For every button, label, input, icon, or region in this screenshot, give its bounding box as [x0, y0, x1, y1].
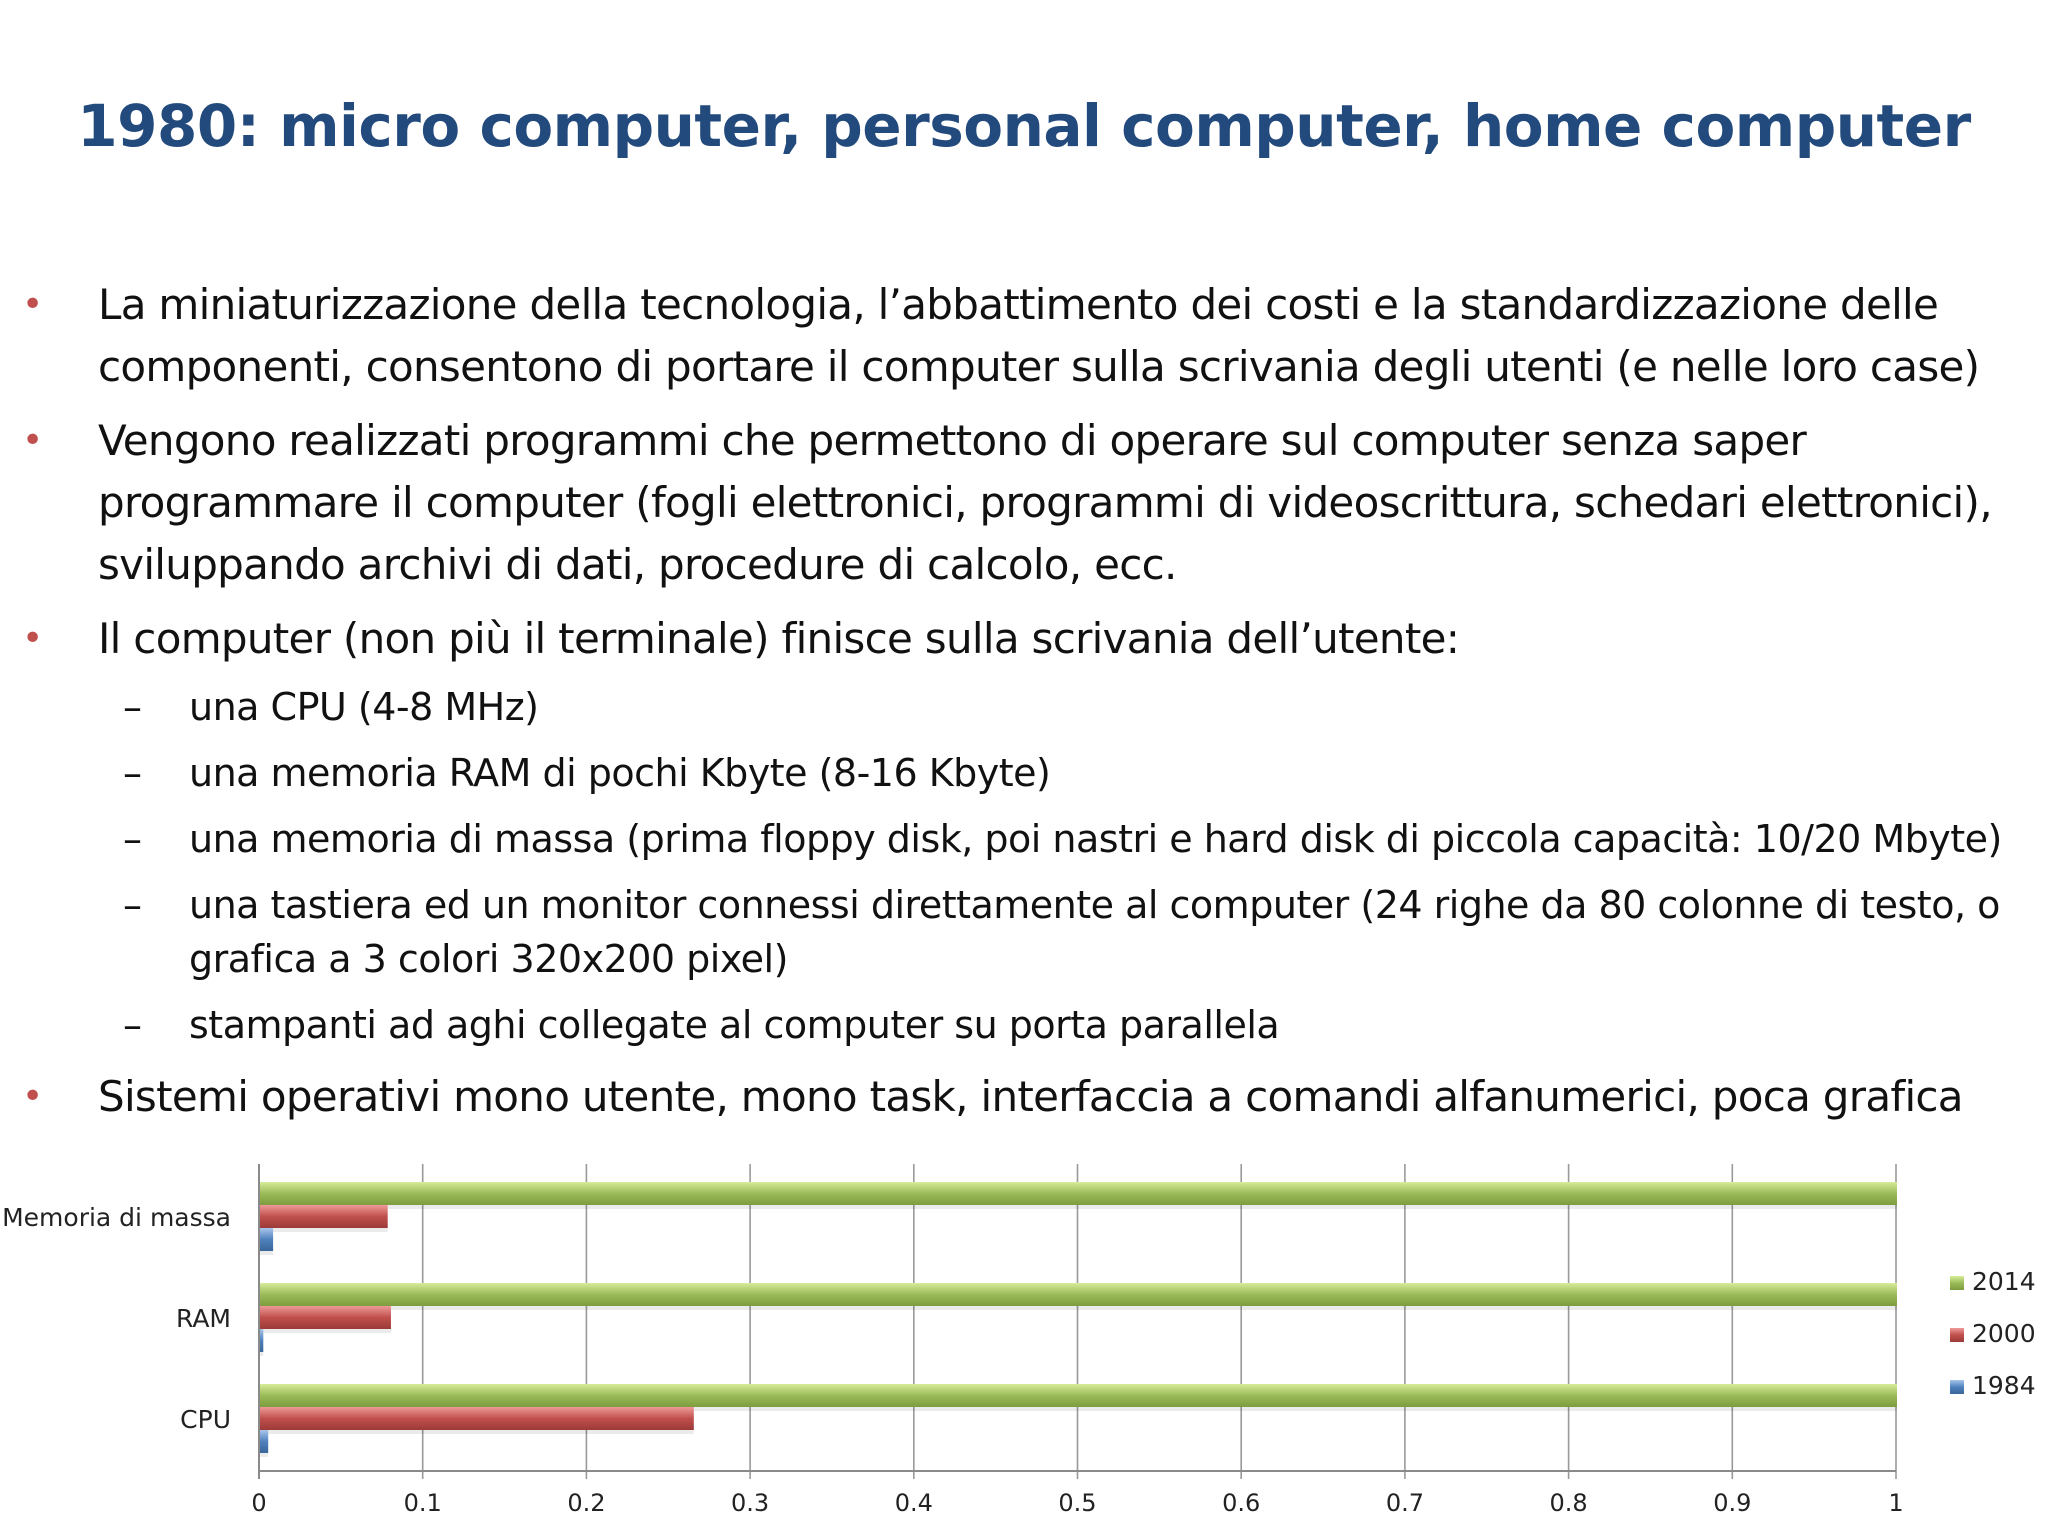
x-tick-label: 0.8 — [1549, 1489, 1588, 1517]
sub-bullet-item — [123, 680, 2029, 734]
x-tick-label: 0.2 — [567, 1489, 606, 1517]
dash-marker: – — [123, 883, 142, 927]
sub-bullet-item — [123, 746, 2029, 800]
legend-swatch — [1950, 1328, 1964, 1342]
category-label: RAM — [175, 1304, 231, 1333]
bullet-text: Vengono realizzati programmi che permettono di operare sul computer senza saper programmare il computer (fogli elettronici, programmi di videoscrittura, schedari elettronici), sviluppando archivi di dati, procedure di calcolo, ecc. — [98, 416, 1992, 589]
sub-bullet-item — [123, 998, 2029, 1052]
bullet-marker: • — [22, 284, 43, 325]
x-tick-label: 0.4 — [894, 1489, 933, 1517]
bar-2000 — [260, 1407, 694, 1430]
legend-swatch — [1950, 1380, 1964, 1394]
x-tick-label: 1 — [1888, 1489, 1904, 1517]
chart-labels — [2, 1203, 1904, 1517]
dash-marker: – — [123, 1003, 142, 1047]
bullet-item — [22, 410, 2038, 596]
x-tick-label: 0 — [251, 1489, 267, 1517]
bullet-item — [22, 1066, 2038, 1128]
chart-bars — [260, 1182, 1897, 1457]
legend-label: 1984 — [1972, 1371, 2036, 1400]
bar-2000 — [260, 1306, 391, 1329]
chart-legend — [1950, 1267, 2036, 1400]
bullet-marker: • — [22, 1076, 43, 1117]
bar-1984 — [260, 1430, 268, 1453]
x-tick-label: 0.1 — [403, 1489, 442, 1517]
dash-marker: – — [123, 685, 142, 729]
bullet-marker: • — [22, 618, 43, 659]
slide-title: 1980: micro computer, personal computer, home computer — [77, 92, 1971, 160]
bullet-marker: • — [22, 420, 43, 461]
bar-chart — [0, 1146, 2048, 1536]
category-label: Memoria di massa — [2, 1203, 231, 1232]
x-tick-label: 0.5 — [1058, 1489, 1097, 1517]
bar-2000 — [260, 1205, 388, 1228]
legend-swatch — [1950, 1276, 1964, 1290]
x-tick-label: 0.6 — [1222, 1489, 1261, 1517]
bullet-item — [22, 608, 2038, 670]
x-tick-label: 0.9 — [1713, 1489, 1752, 1517]
bar-2014 — [260, 1384, 1897, 1407]
bullet-text: Sistemi operativi mono utente, mono task, interfaccia a comandi alfanumerici, poca grafica — [98, 1072, 1963, 1121]
x-tick-label: 0.3 — [731, 1489, 770, 1517]
sub-bullet-text: una CPU (4-8 MHz) — [189, 685, 539, 729]
legend-label: 2014 — [1972, 1267, 2036, 1296]
dash-marker: – — [123, 817, 142, 861]
sub-bullet-text: una memoria RAM di pochi Kbyte (8-16 Kbyte) — [189, 751, 1051, 795]
bullet-text: La miniaturizzazione della tecnologia, l’abbattimento dei costi e la standardizzazione delle componenti, consentono di portare il computer sulla scrivania degli utenti (e nelle loro case) — [98, 280, 1980, 391]
sub-bullet-item — [123, 878, 2029, 986]
bar-1984 — [260, 1329, 263, 1352]
bar-1984 — [260, 1228, 273, 1251]
legend-label: 2000 — [1972, 1319, 2036, 1348]
sub-bullet-text: una tastiera ed un monitor connessi direttamente al computer (24 righe da 80 colonne di testo, o grafica a 3 colori 320x200 pixel) — [189, 883, 2000, 981]
bullet-item — [22, 274, 2038, 398]
bar-2014 — [260, 1182, 1897, 1205]
bullet-text: Il computer (non più il terminale) finisce sulla scrivania dell’utente: — [98, 614, 1460, 663]
bar-2014 — [260, 1283, 1897, 1306]
sub-bullet-item — [123, 812, 2029, 866]
category-label: CPU — [180, 1405, 231, 1434]
sub-bullet-text: stampanti ad aghi collegate al computer su porta parallela — [189, 1003, 1280, 1047]
x-tick-label: 0.7 — [1385, 1489, 1424, 1517]
sub-bullet-text: una memoria di massa (prima floppy disk, poi nastri e hard disk di piccola capacità: 10/20 Mbyte) — [189, 817, 2002, 861]
dash-marker: – — [123, 751, 142, 795]
